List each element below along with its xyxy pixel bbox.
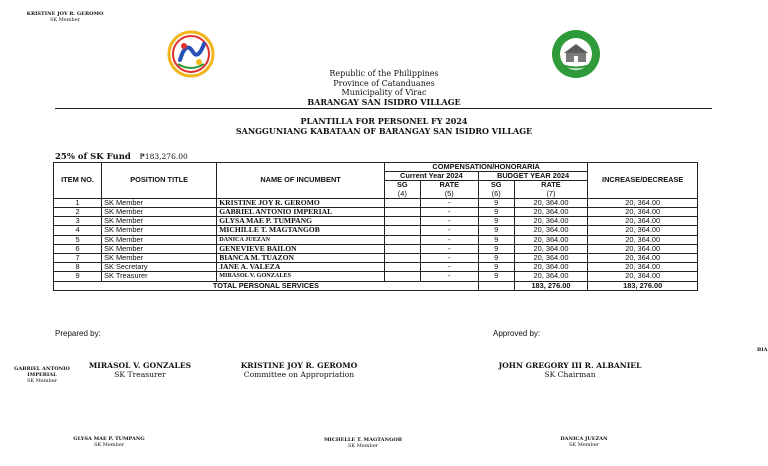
table-row bbox=[54, 263, 698, 272]
rate-current-cell: - bbox=[420, 217, 478, 226]
th-sg-budget: SG (6) bbox=[478, 181, 514, 198]
th-incumbent: NAME OF INCUMBENT bbox=[217, 163, 385, 199]
position-cell: SK Member bbox=[102, 235, 217, 244]
sg-current-cell bbox=[384, 208, 420, 217]
item-no-cell: 9 bbox=[54, 272, 102, 281]
sg-budget-cell: 9 bbox=[478, 208, 514, 217]
th-sg-current: SG (4) bbox=[384, 181, 420, 198]
position-cell: SK Member bbox=[102, 254, 217, 263]
table-row bbox=[54, 208, 698, 217]
sg-current-cell bbox=[384, 198, 420, 207]
increase-cell: 20, 364.00 bbox=[588, 208, 698, 217]
sg-current-cell bbox=[384, 226, 420, 235]
increase-cell: 20, 364.00 bbox=[588, 217, 698, 226]
incumbent-cell: GLYSA MAE P. TUMPANG bbox=[217, 217, 385, 226]
incumbent-cell: BIANCA M. TUAZON bbox=[217, 254, 385, 263]
document-title bbox=[184, 117, 584, 136]
rate-budget-cell: 20, 364.00 bbox=[514, 244, 588, 253]
table-row bbox=[54, 226, 698, 235]
item-no-cell: 6 bbox=[54, 244, 102, 253]
th-position: POSITION TITLE bbox=[102, 163, 217, 199]
increase-cell: 20, 364.00 bbox=[588, 263, 698, 272]
sg-current-cell bbox=[384, 217, 420, 226]
sg-budget-cell: 9 bbox=[478, 217, 514, 226]
prepared-by-label: Prepared by: bbox=[55, 329, 101, 338]
th-current-year: Current Year 2024 bbox=[384, 172, 478, 181]
rate-current-cell: - bbox=[420, 198, 478, 207]
rate-budget-cell: 20, 364.00 bbox=[514, 272, 588, 281]
position-cell: SK Member bbox=[102, 226, 217, 235]
signatory-bottom-1: GLYSA MAE P. TUMPANG SK Member bbox=[73, 436, 145, 448]
header-line-4: BARANGAY SAN ISIDRO VILLAGE bbox=[307, 96, 461, 107]
table-row bbox=[54, 235, 698, 244]
header-divider bbox=[55, 108, 712, 109]
table-row bbox=[54, 217, 698, 226]
rate-current-cell: - bbox=[420, 208, 478, 217]
total-increase: 183, 276.00 bbox=[588, 281, 698, 290]
sg-budget-cell: 9 bbox=[478, 244, 514, 253]
rate-budget-cell: 20, 364.00 bbox=[514, 263, 588, 272]
table-row bbox=[54, 254, 698, 263]
signatory-treasurer: MIRASOL V. GONZALES SK Treasurer bbox=[88, 361, 192, 379]
position-cell: SK Member bbox=[102, 244, 217, 253]
rate-budget-cell: 20, 364.00 bbox=[514, 254, 588, 263]
sg-budget-cell: 9 bbox=[478, 226, 514, 235]
corner-signatory bbox=[10, 11, 120, 23]
position-cell: SK Member bbox=[102, 217, 217, 226]
rate-current-cell: - bbox=[420, 244, 478, 253]
incumbent-cell: KRISTINE JOY R. GEROMO bbox=[217, 198, 385, 207]
th-rate-budget: RATE (7) bbox=[514, 181, 588, 198]
sk-logo bbox=[166, 30, 216, 78]
signatory-bottom-3: DANICA JUEZAN SK Member bbox=[560, 436, 608, 448]
corner-signatory-name: KRISTINE JOY R. GEROMO bbox=[26, 11, 104, 17]
sg-current-cell bbox=[384, 254, 420, 263]
header-line-2: Province of Catanduanes bbox=[333, 78, 435, 88]
incumbent-cell: GENEVIEVE BAILON bbox=[217, 244, 385, 253]
item-no-cell: 1 bbox=[54, 198, 102, 207]
table-row bbox=[54, 244, 698, 253]
rate-budget-cell: 20, 364.00 bbox=[514, 235, 588, 244]
increase-cell: 20, 364.00 bbox=[588, 198, 698, 207]
th-increase: INCREASE/DECREASE bbox=[588, 163, 698, 199]
item-no-cell: 5 bbox=[54, 235, 102, 244]
item-no-cell: 8 bbox=[54, 263, 102, 272]
total-label: TOTAL PERSONAL SERVICES bbox=[54, 281, 479, 290]
increase-cell: 20, 364.00 bbox=[588, 244, 698, 253]
increase-cell: 20, 364.00 bbox=[588, 235, 698, 244]
fund-line bbox=[55, 152, 188, 162]
total-row bbox=[54, 281, 698, 290]
rate-budget-cell: 20, 364.00 bbox=[514, 226, 588, 235]
incumbent-cell: MIRASOL V. GONZALES bbox=[217, 272, 385, 281]
corner-signatory-role: SK Member bbox=[49, 17, 81, 23]
item-no-cell: 7 bbox=[54, 254, 102, 263]
title-line-2: SANGGUNIANG KABATAAN OF BARANGAY SAN ISIDRO VILLAGE bbox=[235, 125, 533, 136]
rate-current-cell: - bbox=[420, 272, 478, 281]
item-no-cell: 4 bbox=[54, 226, 102, 235]
rate-budget-cell: 20, 364.00 bbox=[514, 198, 588, 207]
th-budget-year: BUDGET YEAR 2024 bbox=[478, 172, 588, 181]
rate-current-cell: - bbox=[420, 263, 478, 272]
position-cell: SK Member bbox=[102, 208, 217, 217]
item-no-cell: 3 bbox=[54, 217, 102, 226]
sg-current-cell bbox=[384, 272, 420, 281]
title-line-1: PLANTILLA FOR PERSONEL FY 2024 bbox=[300, 116, 468, 126]
position-cell: SK Treasurer bbox=[102, 272, 217, 281]
position-cell: SK Secretary bbox=[102, 263, 217, 272]
position-cell: SK Member bbox=[102, 198, 217, 207]
signatory-right-edge: BIA bbox=[757, 347, 768, 353]
incumbent-cell: MICHILLE T. MAGTANGOB bbox=[217, 226, 385, 235]
total-budget: 183, 276.00 bbox=[514, 281, 588, 290]
signatory-left-small: GABRIEL ANTONIO IMPERIAL SK Member bbox=[14, 366, 70, 384]
signatory-bottom-2: MICHELLE T. MAGTANGOB SK Member bbox=[324, 437, 402, 449]
table-row bbox=[54, 198, 698, 207]
letterhead bbox=[284, 69, 484, 107]
sg-current-cell bbox=[384, 244, 420, 253]
rate-current-cell: - bbox=[420, 235, 478, 244]
plantilla-table bbox=[53, 162, 698, 291]
approved-by-label: Approved by: bbox=[493, 329, 541, 338]
rate-current-cell: - bbox=[420, 226, 478, 235]
rate-budget-cell: 20, 364.00 bbox=[514, 208, 588, 217]
rate-budget-cell: 20, 364.00 bbox=[514, 217, 588, 226]
rate-current-cell: - bbox=[420, 254, 478, 263]
barangay-seal bbox=[551, 29, 601, 79]
item-no-cell: 2 bbox=[54, 208, 102, 217]
incumbent-cell: JANE A. VALEZA bbox=[217, 263, 385, 272]
fund-label: 25% of SK Fund bbox=[55, 152, 131, 162]
signatory-chairman: JOHN GREGORY III R. ALBANIEL SK Chairman bbox=[498, 361, 642, 379]
header-line-3: Municipality of Virac bbox=[341, 88, 427, 97]
increase-cell: 20, 364.00 bbox=[588, 272, 698, 281]
sg-budget-cell: 9 bbox=[478, 263, 514, 272]
fund-amount: ₱183,276.00 bbox=[139, 152, 188, 161]
signatory-appropriation: KRISTINE JOY R. GEROMO Committee on Appropriation bbox=[240, 361, 358, 379]
sg-current-cell bbox=[384, 263, 420, 272]
sg-budget-cell: 9 bbox=[478, 235, 514, 244]
sg-budget-cell: 9 bbox=[478, 198, 514, 207]
sg-budget-cell: 9 bbox=[478, 254, 514, 263]
table-row bbox=[54, 272, 698, 281]
sg-current-cell bbox=[384, 235, 420, 244]
th-compensation: COMPENSATION/HONORARIA bbox=[384, 163, 587, 172]
th-item-no: ITEM NO. bbox=[54, 163, 102, 199]
increase-cell: 20, 364.00 bbox=[588, 226, 698, 235]
increase-cell: 20, 364.00 bbox=[588, 254, 698, 263]
incumbent-cell: GABRIEL ANTONIO IMPERIAL bbox=[217, 208, 385, 217]
header-line-1: Republic of the Philippines bbox=[329, 69, 439, 78]
incumbent-cell: DANICA JUEZAN bbox=[217, 235, 385, 244]
sg-budget-cell: 9 bbox=[478, 272, 514, 281]
th-rate-current: RATE (5) bbox=[420, 181, 478, 198]
total-empty bbox=[478, 281, 514, 290]
